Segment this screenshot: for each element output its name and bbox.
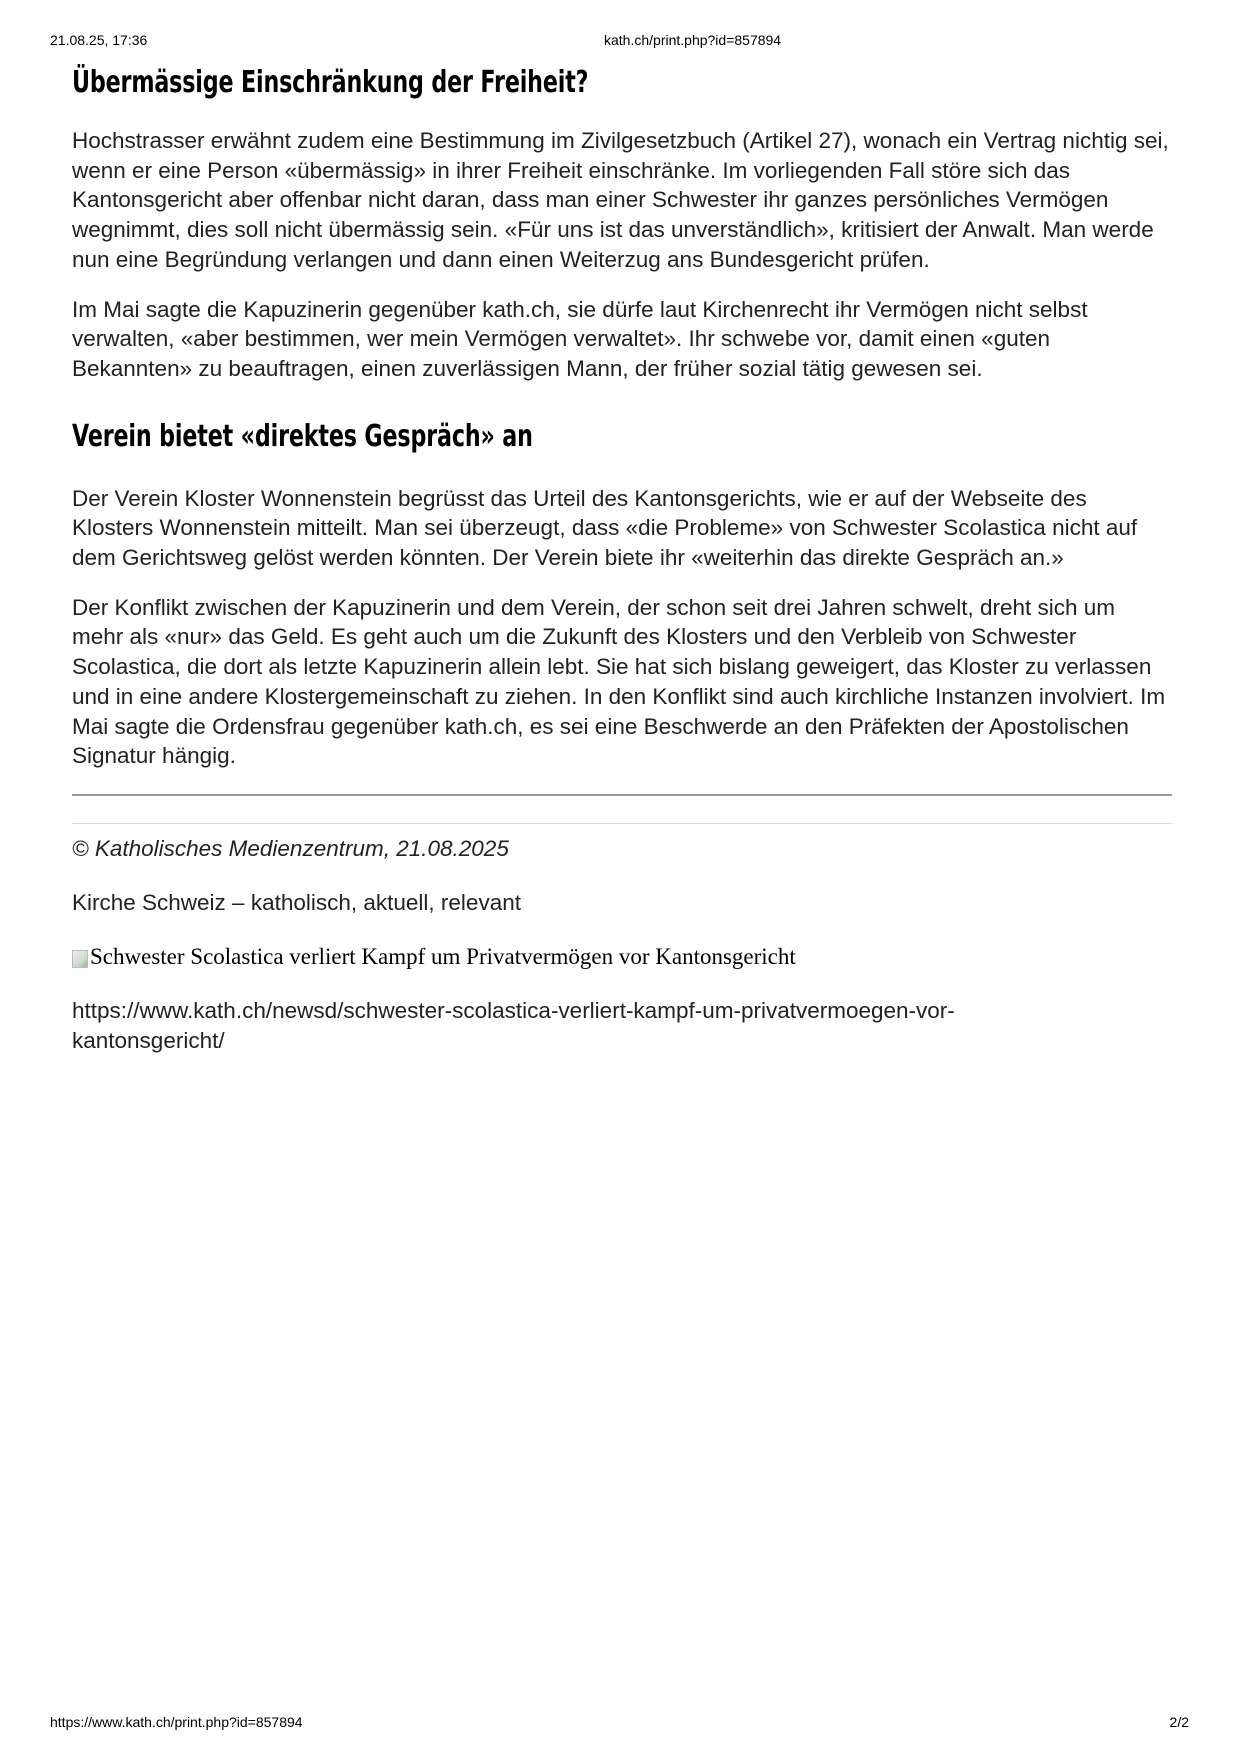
footer-url: https://www.kath.ch/print.php?id=857894 [50, 1714, 303, 1730]
divider [72, 823, 1172, 824]
article-image [72, 942, 1172, 972]
paragraph: Der Verein Kloster Wonnenstein begrüsst das Urteil des Kantonsgerichts, wie er auf der Webseite des Klosters Wonnenstein mitteilt. Man sei überzeugt, dass «die Probleme» von Schwester Scolastica nicht auf dem Gerichtsweg gelöst werden könnten. Der Verein biete ihr «weiterhin das direkte Gespräch an.» [72, 485, 1138, 571]
paragraph: Der Konflikt zwischen der Kapuzinerin und dem Verein, der schon seit drei Jahren schwelt, dreht sich um mehr als «nur» das Geld. Es geht auch um die Zukunft des Klosters und den Verbleib von Schwester Scolastica, die dort als letzte Kapuzinerin allein lebt. Sie hat sich bislang geweigert, das Kloster zu verlassen und in eine andere Klostergemeinschaft zu ziehen. In den Konflikt sind auch kirchliche Instanzen involviert. Im Mai sagte die Ordensfrau gegenüber kath.ch, es sei eine Beschwerde an den Präfekten der Apostolischen Signatur hängig. [72, 594, 1166, 769]
print-datetime: 21.08.25, 17:36 [50, 32, 148, 48]
paragraph: Im Mai sagte die Kapuzinerin gegenüber kath.ch, sie dürfe laut Kirchenrecht ihr Vermögen nicht selbst verwalten, «aber bestimmen, wer mein Vermögen verwaltet». Ihr schwebe vor, damit einen «guten Bekannten» zu beauftragen, einen zuverlässigen Mann, der früher sozial tätig gewesen sei. [72, 296, 1088, 381]
broken-image-icon [72, 950, 88, 968]
print-header [50, 32, 1189, 50]
article-content [72, 62, 1172, 1055]
tagline: Kirche Schweiz – katholisch, aktuell, relevant [72, 889, 521, 915]
paragraph: Hochstrasser erwähnt zudem eine Bestimmung im Zivilgesetzbuch (Artikel 27), wonach ein Vertrag nichtig sei, wenn er eine Person «übermässig» in ihrer Freiheit einschränke. Im vorliegenden Fall störe sich das Kantonsgericht aber offenbar nicht daran, dass man einer Schwester ihr ganzes persönliches Vermögen wegnimmt, dies soll nicht übermässig sein. «Für uns ist das unverständlich», kritisiert der Anwalt. Man werde nun eine Begründung verlangen und dann einen Weiterzug ans Bundesgericht prüfen. [72, 128, 1169, 272]
image-alt-text: Schwester Scolastica verliert Kampf um Privatvermögen vor Kantonsgericht [90, 943, 796, 969]
print-footer [50, 1714, 1189, 1732]
copyright-notice: © Katholisches Medienzentrum, 21.08.2025 [72, 835, 509, 861]
divider [72, 794, 1172, 796]
article-url-link[interactable]: https://www.kath.ch/newsd/schwester-scolastica-verliert-kampf-um-privatvermoegen-vor-kantonsgericht/ [72, 997, 955, 1053]
print-url: kath.ch/print.php?id=857894 [604, 32, 782, 48]
section-heading: Übermässige Einschränkung der Freiheit? [72, 65, 589, 100]
page-number: 2/2 [1169, 1714, 1189, 1730]
section-heading: Verein bietet «direktes Gespräch» an [72, 418, 533, 454]
